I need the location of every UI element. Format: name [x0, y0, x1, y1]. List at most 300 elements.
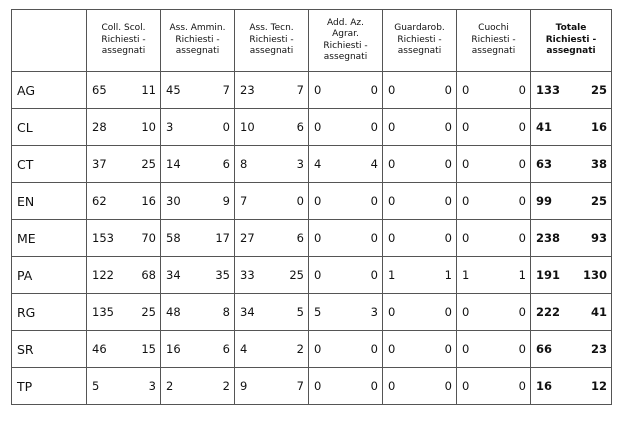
assigned-value: 0 [518, 305, 526, 319]
column-header-line: Ass. Ammin. [169, 23, 226, 34]
staff-allocation-table-container [11, 9, 612, 405]
requested-value: 0 [314, 268, 322, 282]
total-cell [531, 257, 612, 294]
value-pair [309, 120, 382, 134]
value-cell [309, 146, 383, 183]
value-pair [383, 120, 456, 134]
value-pair [235, 268, 308, 282]
requested-value: 0 [462, 305, 470, 319]
requested-value: 23 [240, 83, 255, 97]
assigned-value: 4 [370, 157, 378, 171]
requested-value: 66 [536, 342, 553, 356]
value-cell [87, 331, 161, 368]
value-cell [457, 368, 531, 405]
requested-value: 0 [388, 120, 396, 134]
requested-value: 0 [314, 231, 322, 245]
total-cell [531, 109, 612, 146]
value-pair [235, 231, 308, 245]
requested-value: 0 [462, 83, 470, 97]
assigned-value: 6 [222, 342, 230, 356]
column-header-line: assegnati [471, 46, 516, 57]
value-pair [531, 83, 611, 97]
requested-value: 45 [166, 83, 181, 97]
requested-value: 0 [388, 342, 396, 356]
value-pair [161, 194, 234, 208]
value-cell [235, 220, 309, 257]
assigned-value: 0 [444, 342, 452, 356]
value-pair [87, 268, 160, 282]
assigned-value: 0 [370, 194, 378, 208]
value-pair [531, 268, 611, 282]
requested-value: 8 [240, 157, 248, 171]
value-cell [309, 183, 383, 220]
value-cell [87, 294, 161, 331]
value-cell [235, 72, 309, 109]
value-pair [87, 194, 160, 208]
province-cell: EN [12, 183, 87, 220]
table-row [12, 146, 612, 183]
value-pair [531, 231, 611, 245]
assigned-value: 0 [444, 120, 452, 134]
assigned-value: 25 [289, 268, 304, 282]
province-cell: CL [12, 109, 87, 146]
column-header-line: assegnati [546, 46, 596, 57]
requested-value: 1 [462, 268, 470, 282]
requested-value: 99 [536, 194, 553, 208]
value-pair [161, 231, 234, 245]
requested-value: 58 [166, 231, 181, 245]
requested-value: 0 [462, 157, 470, 171]
column-header-line: Add. Az. [327, 17, 364, 28]
value-cell [161, 183, 235, 220]
value-pair [309, 231, 382, 245]
value-cell [309, 368, 383, 405]
assigned-value: 6 [296, 120, 304, 134]
requested-value: 30 [166, 194, 181, 208]
requested-value: 1 [388, 268, 396, 282]
value-pair [457, 194, 530, 208]
column-header-line: Coll. Scol. [101, 23, 146, 34]
requested-value: 0 [388, 379, 396, 393]
value-pair [87, 305, 160, 319]
province-cell: RG [12, 294, 87, 331]
value-cell [457, 220, 531, 257]
value-cell [309, 109, 383, 146]
value-pair [87, 83, 160, 97]
column-header [457, 10, 531, 72]
table-row [12, 331, 612, 368]
value-pair [309, 379, 382, 393]
column-header-line: assegnati [175, 46, 220, 57]
requested-value: 0 [462, 194, 470, 208]
value-pair [457, 157, 530, 171]
province-cell: ME [12, 220, 87, 257]
assigned-value: 0 [518, 120, 526, 134]
column-header [235, 10, 309, 72]
assigned-value: 0 [370, 120, 378, 134]
requested-value: 0 [388, 305, 396, 319]
column-header-line: Cuochi [478, 23, 509, 34]
assigned-value: 0 [370, 231, 378, 245]
total-cell [531, 146, 612, 183]
value-pair [531, 157, 611, 171]
requested-value: 10 [240, 120, 255, 134]
assigned-value: 0 [518, 194, 526, 208]
assigned-value: 0 [444, 231, 452, 245]
assigned-value: 7 [296, 379, 304, 393]
column-header-line: assegnati [323, 52, 368, 62]
requested-value: 0 [388, 157, 396, 171]
assigned-value: 130 [582, 268, 607, 282]
value-pair [87, 342, 160, 356]
assigned-value: 35 [215, 268, 230, 282]
value-cell [457, 109, 531, 146]
assigned-value: 0 [370, 83, 378, 97]
value-cell [457, 146, 531, 183]
column-header [531, 10, 612, 72]
staff-allocation-table [11, 9, 612, 405]
value-pair [531, 194, 611, 208]
value-pair [383, 157, 456, 171]
requested-value: 3 [166, 120, 174, 134]
value-pair [309, 194, 382, 208]
value-cell [309, 331, 383, 368]
column-header-line: Richiesti - [397, 34, 442, 45]
value-pair [161, 83, 234, 97]
value-pair [161, 120, 234, 134]
value-cell [235, 368, 309, 405]
value-pair [383, 268, 456, 282]
assigned-value: 0 [444, 83, 452, 97]
requested-value: 0 [314, 120, 322, 134]
value-cell [383, 183, 457, 220]
requested-value: 222 [536, 305, 561, 319]
assigned-value: 8 [222, 305, 230, 319]
requested-value: 33 [240, 268, 255, 282]
assigned-value: 0 [444, 194, 452, 208]
column-header [87, 10, 161, 72]
assigned-value: 25 [590, 194, 607, 208]
value-cell [87, 220, 161, 257]
value-cell [161, 220, 235, 257]
assigned-value: 25 [141, 157, 156, 171]
requested-value: 41 [536, 120, 553, 134]
assigned-value: 3 [296, 157, 304, 171]
requested-value: 0 [314, 379, 322, 393]
requested-value: 65 [92, 83, 107, 97]
value-pair [383, 379, 456, 393]
value-cell [457, 294, 531, 331]
value-pair [383, 83, 456, 97]
value-pair [457, 268, 530, 282]
assigned-value: 1 [518, 268, 526, 282]
requested-value: 28 [92, 120, 107, 134]
value-cell [309, 257, 383, 294]
value-cell [235, 183, 309, 220]
assigned-value: 6 [296, 231, 304, 245]
requested-value: 0 [462, 379, 470, 393]
column-header [309, 10, 383, 72]
value-cell [383, 72, 457, 109]
value-pair [383, 194, 456, 208]
value-cell [235, 146, 309, 183]
requested-value: 135 [92, 305, 114, 319]
table-row [12, 368, 612, 405]
value-cell [161, 72, 235, 109]
value-pair [457, 120, 530, 134]
table-row [12, 183, 612, 220]
assigned-value: 25 [590, 83, 607, 97]
column-header-line: Richiesti - [249, 34, 294, 45]
column-header-line: Richiesti - [545, 34, 597, 45]
value-pair [383, 305, 456, 319]
value-pair [309, 305, 382, 319]
value-pair [161, 157, 234, 171]
assigned-value: 38 [590, 157, 607, 171]
value-pair [235, 342, 308, 356]
requested-value: 2 [166, 379, 174, 393]
column-header-line: assegnati [249, 46, 294, 57]
table-row [12, 294, 612, 331]
value-cell [87, 183, 161, 220]
value-pair [457, 231, 530, 245]
value-cell [383, 109, 457, 146]
assigned-value: 0 [518, 342, 526, 356]
value-cell [235, 257, 309, 294]
requested-value: 16 [166, 342, 181, 356]
assigned-value: 5 [296, 305, 304, 319]
column-header-line: Guardarob. [394, 23, 445, 34]
requested-value: 37 [92, 157, 107, 171]
requested-value: 0 [462, 120, 470, 134]
assigned-value: 41 [590, 305, 607, 319]
assigned-value: 1 [444, 268, 452, 282]
assigned-value: 3 [148, 379, 156, 393]
assigned-value: 0 [444, 157, 452, 171]
requested-value: 0 [388, 83, 396, 97]
value-cell [87, 72, 161, 109]
value-pair [309, 342, 382, 356]
value-cell [235, 294, 309, 331]
value-cell [235, 109, 309, 146]
requested-value: 0 [314, 83, 322, 97]
value-pair [531, 342, 611, 356]
requested-value: 63 [536, 157, 553, 171]
value-cell [457, 183, 531, 220]
value-pair [309, 268, 382, 282]
value-cell [309, 220, 383, 257]
value-cell [383, 146, 457, 183]
value-pair [457, 83, 530, 97]
requested-value: 34 [240, 305, 255, 319]
value-pair [309, 83, 382, 97]
value-pair [235, 120, 308, 134]
column-header-line: assegnati [101, 46, 146, 57]
assigned-value: 68 [141, 268, 156, 282]
total-cell [531, 368, 612, 405]
total-cell [531, 183, 612, 220]
value-pair [383, 342, 456, 356]
value-pair [161, 305, 234, 319]
assigned-value: 15 [141, 342, 156, 356]
assigned-value: 11 [141, 83, 156, 97]
requested-value: 0 [314, 342, 322, 356]
value-cell [457, 72, 531, 109]
value-pair [87, 231, 160, 245]
value-pair [531, 305, 611, 319]
assigned-value: 70 [141, 231, 156, 245]
value-pair [87, 379, 160, 393]
requested-value: 62 [92, 194, 107, 208]
requested-value: 122 [92, 268, 114, 282]
value-cell [161, 368, 235, 405]
column-header-line: Totale [555, 23, 587, 34]
column-header [383, 10, 457, 72]
assigned-value: 25 [141, 305, 156, 319]
province-cell: PA [12, 257, 87, 294]
column-header-line: Richiesti - [175, 34, 220, 45]
value-pair [457, 305, 530, 319]
requested-value: 0 [388, 194, 396, 208]
value-pair [383, 231, 456, 245]
column-header [161, 10, 235, 72]
value-cell [383, 331, 457, 368]
assigned-value: 9 [222, 194, 230, 208]
assigned-value: 0 [518, 83, 526, 97]
requested-value: 5 [92, 379, 100, 393]
requested-value: 46 [92, 342, 107, 356]
total-cell [531, 331, 612, 368]
column-header-line: Richiesti - [323, 40, 368, 51]
assigned-value: 0 [222, 120, 230, 134]
column-header-line: Richiesti - [101, 34, 146, 45]
column-header-line: Richiesti - [471, 34, 516, 45]
requested-value: 5 [314, 305, 322, 319]
requested-value: 27 [240, 231, 255, 245]
requested-value: 14 [166, 157, 181, 171]
requested-value: 0 [314, 194, 322, 208]
requested-value: 34 [166, 268, 181, 282]
assigned-value: 0 [444, 379, 452, 393]
assigned-value: 16 [590, 120, 607, 134]
assigned-value: 93 [590, 231, 607, 245]
requested-value: 238 [536, 231, 561, 245]
header-row [12, 10, 612, 72]
value-pair [161, 342, 234, 356]
value-cell [87, 257, 161, 294]
value-cell [383, 368, 457, 405]
assigned-value: 7 [296, 83, 304, 97]
assigned-value: 17 [215, 231, 230, 245]
value-pair [87, 157, 160, 171]
value-cell [87, 109, 161, 146]
assigned-value: 7 [222, 83, 230, 97]
total-cell [531, 72, 612, 109]
value-cell [309, 72, 383, 109]
requested-value: 0 [462, 231, 470, 245]
value-pair [161, 379, 234, 393]
value-pair [235, 379, 308, 393]
assigned-value: 6 [222, 157, 230, 171]
value-pair [457, 342, 530, 356]
column-header-line: Ass. Tecn. [249, 23, 294, 34]
value-cell [161, 294, 235, 331]
value-pair [531, 379, 611, 393]
requested-value: 133 [536, 83, 561, 97]
province-cell: SR [12, 331, 87, 368]
header-corner [12, 10, 87, 72]
province-cell: TP [12, 368, 87, 405]
requested-value: 7 [240, 194, 248, 208]
table-row [12, 257, 612, 294]
value-cell [309, 294, 383, 331]
requested-value: 0 [388, 231, 396, 245]
requested-value: 0 [462, 342, 470, 356]
value-cell [161, 146, 235, 183]
province-cell: CT [12, 146, 87, 183]
value-cell [383, 257, 457, 294]
assigned-value: 0 [518, 379, 526, 393]
assigned-value: 0 [370, 379, 378, 393]
table-row [12, 109, 612, 146]
assigned-value: 2 [222, 379, 230, 393]
value-cell [383, 294, 457, 331]
requested-value: 4 [314, 157, 322, 171]
value-cell [457, 257, 531, 294]
value-cell [457, 331, 531, 368]
value-pair [309, 157, 382, 171]
assigned-value: 3 [370, 305, 378, 319]
province-cell: AG [12, 72, 87, 109]
value-pair [161, 268, 234, 282]
requested-value: 4 [240, 342, 248, 356]
requested-value: 48 [166, 305, 181, 319]
value-cell [87, 146, 161, 183]
value-pair [235, 194, 308, 208]
assigned-value: 12 [590, 379, 607, 393]
table-row [12, 72, 612, 109]
value-pair [235, 157, 308, 171]
total-cell [531, 220, 612, 257]
column-header-line: Agrar. [332, 29, 359, 39]
assigned-value: 0 [444, 305, 452, 319]
value-cell [383, 220, 457, 257]
assigned-value: 2 [296, 342, 304, 356]
assigned-value: 10 [141, 120, 156, 134]
requested-value: 153 [92, 231, 114, 245]
requested-value: 16 [536, 379, 553, 393]
assigned-value: 0 [518, 157, 526, 171]
value-pair [531, 120, 611, 134]
assigned-value: 0 [370, 342, 378, 356]
assigned-value: 0 [296, 194, 304, 208]
assigned-value: 23 [590, 342, 607, 356]
value-cell [235, 331, 309, 368]
value-cell [161, 257, 235, 294]
value-cell [87, 368, 161, 405]
column-header-line: assegnati [397, 46, 442, 57]
value-pair [235, 83, 308, 97]
assigned-value: 0 [518, 231, 526, 245]
value-cell [161, 331, 235, 368]
value-pair [457, 379, 530, 393]
assigned-value: 16 [141, 194, 156, 208]
table-body [12, 72, 612, 405]
requested-value: 9 [240, 379, 248, 393]
assigned-value: 0 [370, 268, 378, 282]
value-cell [161, 109, 235, 146]
value-pair [87, 120, 160, 134]
